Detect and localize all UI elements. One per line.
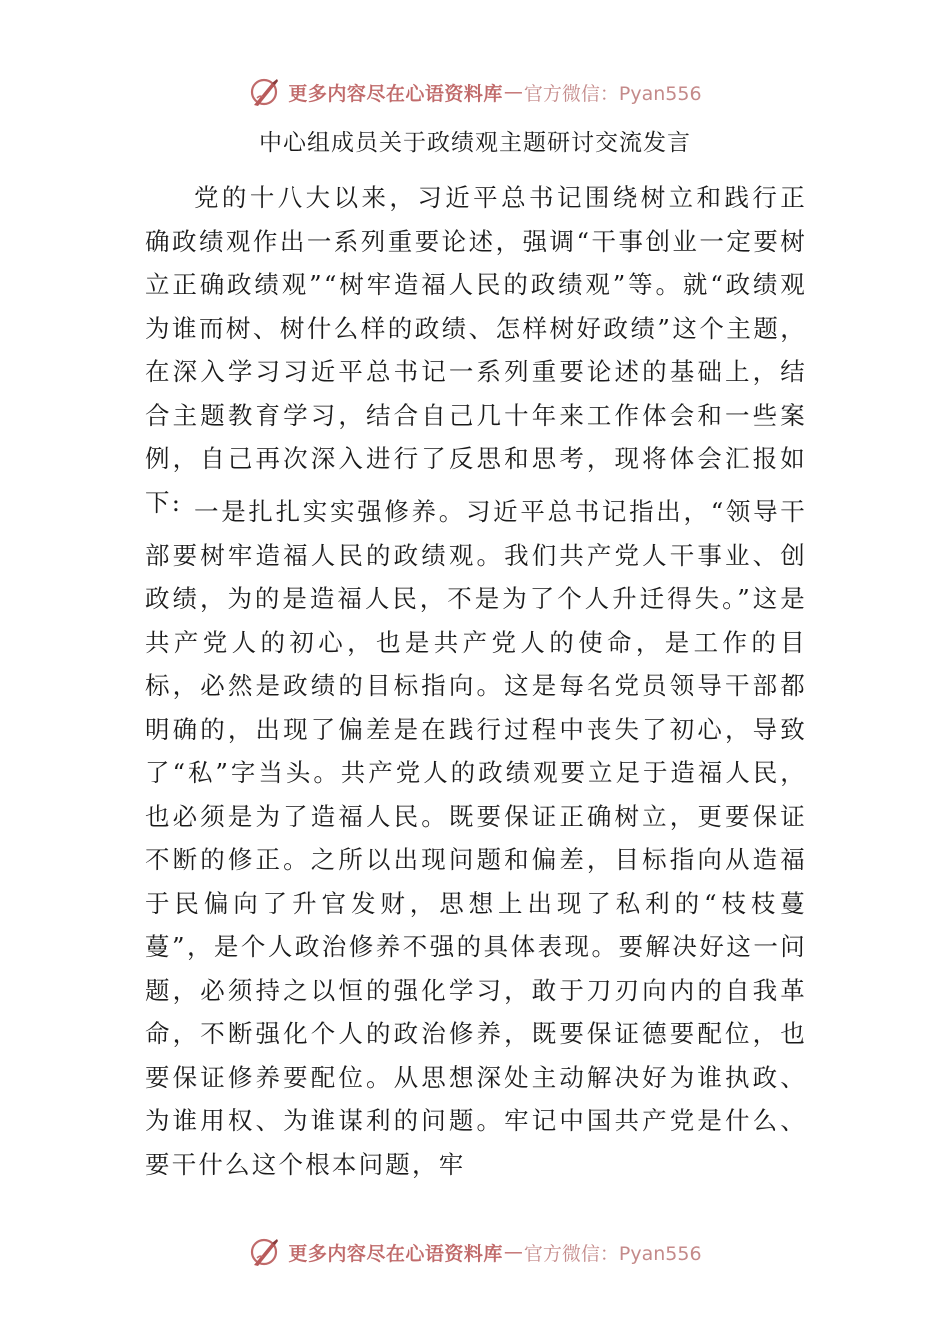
footer-contact-text: 官方微信：Pyan556: [523, 1242, 702, 1265]
header-site-text: 更多内容尽在心语资料库: [288, 82, 503, 105]
body-paragraph-point-one: 一是扎扎实实强修养。习近平总书记指出，“领导干部要树牢造福人民的政绩观。我们共产党人干事业、创政绩，为的是造福人民，不是为了个人升迁得失。”这是共产党人的初心，也是共产党人的使命，是工作的目标，必然是政绩的目标指向。这是每名党员领导干部都明确的，出现了偏差是在践行过程中丧失了初心，导致了“私”字当头。共产党人的政绩观要立足于造福人民，也必须是为了造福人民。既要保证正确树立，更要保证不断的修正。之所以出现问题和偏差，目标指向从造福于民偏向了升官发财，思想上出现了私利的“枝枝蔓蔓”，是个人政治修养不强的具体表现。要解决好这一问题，必须持之以恒的强化学习，敢于刀刃向内的自我革命，不断强化个人的政治修养，既要保证德要配位，也要保证修养要配位。从思想深处主动解决好为谁执政、为谁用权、为谁谋利的问题。牢记中国共产党是什么、要干什么这个根本问题，牢: [145, 497, 807, 1179]
header-contact-text: 官方微信：Pyan556: [523, 82, 702, 105]
pen-logo-icon: [248, 1235, 282, 1269]
header-separator: —: [503, 81, 523, 103]
body-paragraph-intro: 党的十八大以来，习近平总书记围绕树立和践行正确政绩观作出一系列重要论述，强调“干事创业一定要树立正确政绩观”“树牢造福人民的政绩观”等。就“政绩观为谁而树、树什么样的政绩、怎样树好政绩”这个主题，在深入学习习近平总书记一系列重要论述的基础上，结合主题教育学习，结合自己几十年来工作体会和一些案例，自己再次深入进行了反思和思考，现将体会汇报如下:: [145, 183, 807, 517]
footer-separator: —: [503, 1241, 523, 1263]
header-watermark-banner: [0, 72, 950, 112]
footer-watermark-banner: [0, 1232, 950, 1272]
document-title: 中心组成员关于政绩观主题研讨交流发言: [259, 130, 691, 156]
pen-logo-icon: [248, 75, 282, 109]
footer-site-text: 更多内容尽在心语资料库: [288, 1242, 503, 1265]
